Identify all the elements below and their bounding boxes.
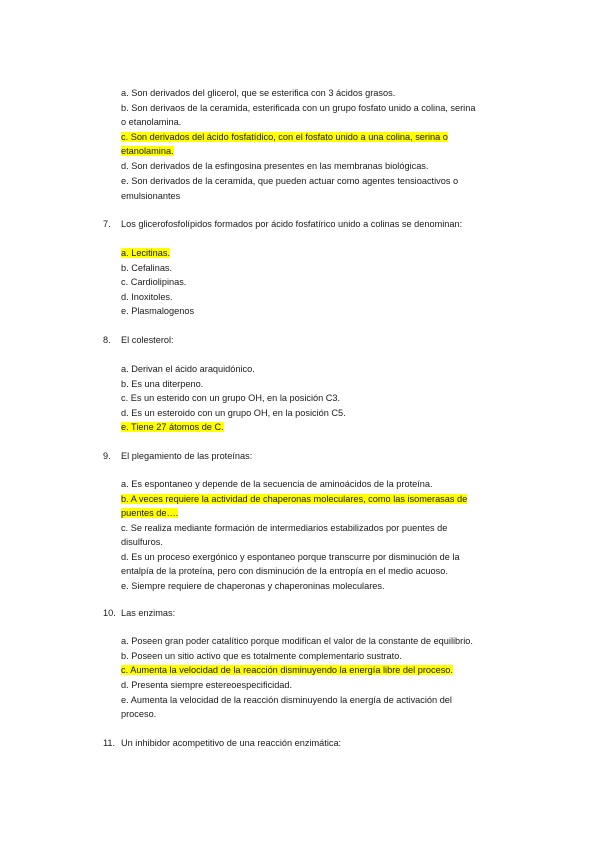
q6-option-c: c. Son derivados del ácido fosfatídico, con el fosfato unido a una colina, serina o xyxy=(121,132,448,142)
q9-option-c: c. Se realiza mediante formación de intermediarios estabilizados por puentes de xyxy=(121,523,448,533)
q11-number: 11. xyxy=(103,738,116,748)
q8-option-c: c. Es un esterido con un grupo OH, en la posición C3. xyxy=(121,393,341,403)
q7-option-a: a. Lecitinas. xyxy=(121,248,171,258)
q6-option-e: e. Son derivados de la ceramida, que pueden actuar como agentes tensioactivos o xyxy=(121,176,459,186)
q6-option-e-cont: emulsionantes xyxy=(121,191,181,201)
q9-option-b-cont: puentes de…. xyxy=(121,508,179,518)
q10-option-e: e. Aumenta la velocidad de la reacción disminuyendo la energía de activación del xyxy=(121,695,452,705)
q6-option-c-cont: etanolamina. xyxy=(121,146,174,156)
q9-option-e: e. Siempre requiere de chaperonas y chaperoninas moleculares. xyxy=(121,581,385,591)
q8-option-a: a. Derivan el ácido araquidónico. xyxy=(121,364,255,374)
q7-option-e: e. Plasmalogenos xyxy=(121,306,195,316)
q10-option-e-cont: proceso. xyxy=(121,709,157,719)
q9-option-d-cont: entalpía de la proteína, pero con disminución de la entropía en el medio acuoso. xyxy=(121,566,448,576)
q9-option-a: a. Es espontaneo y depende de la secuencia de aminoácidos de la proteína. xyxy=(121,479,433,489)
q9-option-c-cont: disulfuros. xyxy=(121,537,163,547)
q9-option-d: d. Es un proceso exergónico y espontaneo porque transcurre por disminución de la xyxy=(121,552,460,562)
q7-option-c: c. Cardiolipinas. xyxy=(121,277,187,287)
q10-number: 10. xyxy=(103,608,116,618)
q7-text: Los glicerofosfolípidos formados por ácido fosfatírico unido a colinas se denominan: xyxy=(121,219,463,229)
q8-option-e: e. Tiene 27 átomos de C. xyxy=(121,422,224,432)
q10-text: Las enzimas: xyxy=(121,608,176,618)
q6-option-b: b. Son derivaos de la ceramida, esterificada con un grupo fosfato unido a colina, serina xyxy=(121,103,476,113)
q8-text: El colesterol: xyxy=(121,335,174,345)
q9-option-b: b. A veces requiere la actividad de chaperonas moleculares, como las isomerasas de xyxy=(121,494,468,504)
q7-option-b: b. Cefalinas. xyxy=(121,263,173,273)
q11-text: Un inhibidor acompetitivo de una reacción enzimática: xyxy=(121,738,342,748)
q9-text: El plegamiento de las proteínas: xyxy=(121,451,253,461)
q6-option-a: a. Son derivados del glicerol, que se esterifica con 3 ácidos grasos. xyxy=(121,88,396,98)
q7-number: 7. xyxy=(103,219,111,229)
q8-option-b: b. Es una diterpeno. xyxy=(121,379,204,389)
q8-option-d: d. Es un esteroido con un grupo OH, en la posición C5. xyxy=(121,408,346,418)
q6-option-b-cont: o etanolamina. xyxy=(121,117,182,127)
q7-option-d: d. Inoxitoles. xyxy=(121,292,173,302)
q9-number: 9. xyxy=(103,451,111,461)
q6-option-d: d. Son derivados de la esfingosina presentes en las membranas biológicas. xyxy=(121,161,429,171)
q8-number: 8. xyxy=(103,335,111,345)
q10-option-b: b. Poseen un sitio activo que es totalmente complementario sustrato. xyxy=(121,651,402,661)
q10-option-c: c. Aumenta la velocidad de la reacción disminuyendo la energía libre del proceso. xyxy=(121,665,453,675)
q10-option-a: a. Poseen gran poder catalítico porque modifican el valor de la constante de equilibrio. xyxy=(121,636,473,646)
q10-option-d: d. Presenta siempre estereoespecificidad. xyxy=(121,680,293,690)
